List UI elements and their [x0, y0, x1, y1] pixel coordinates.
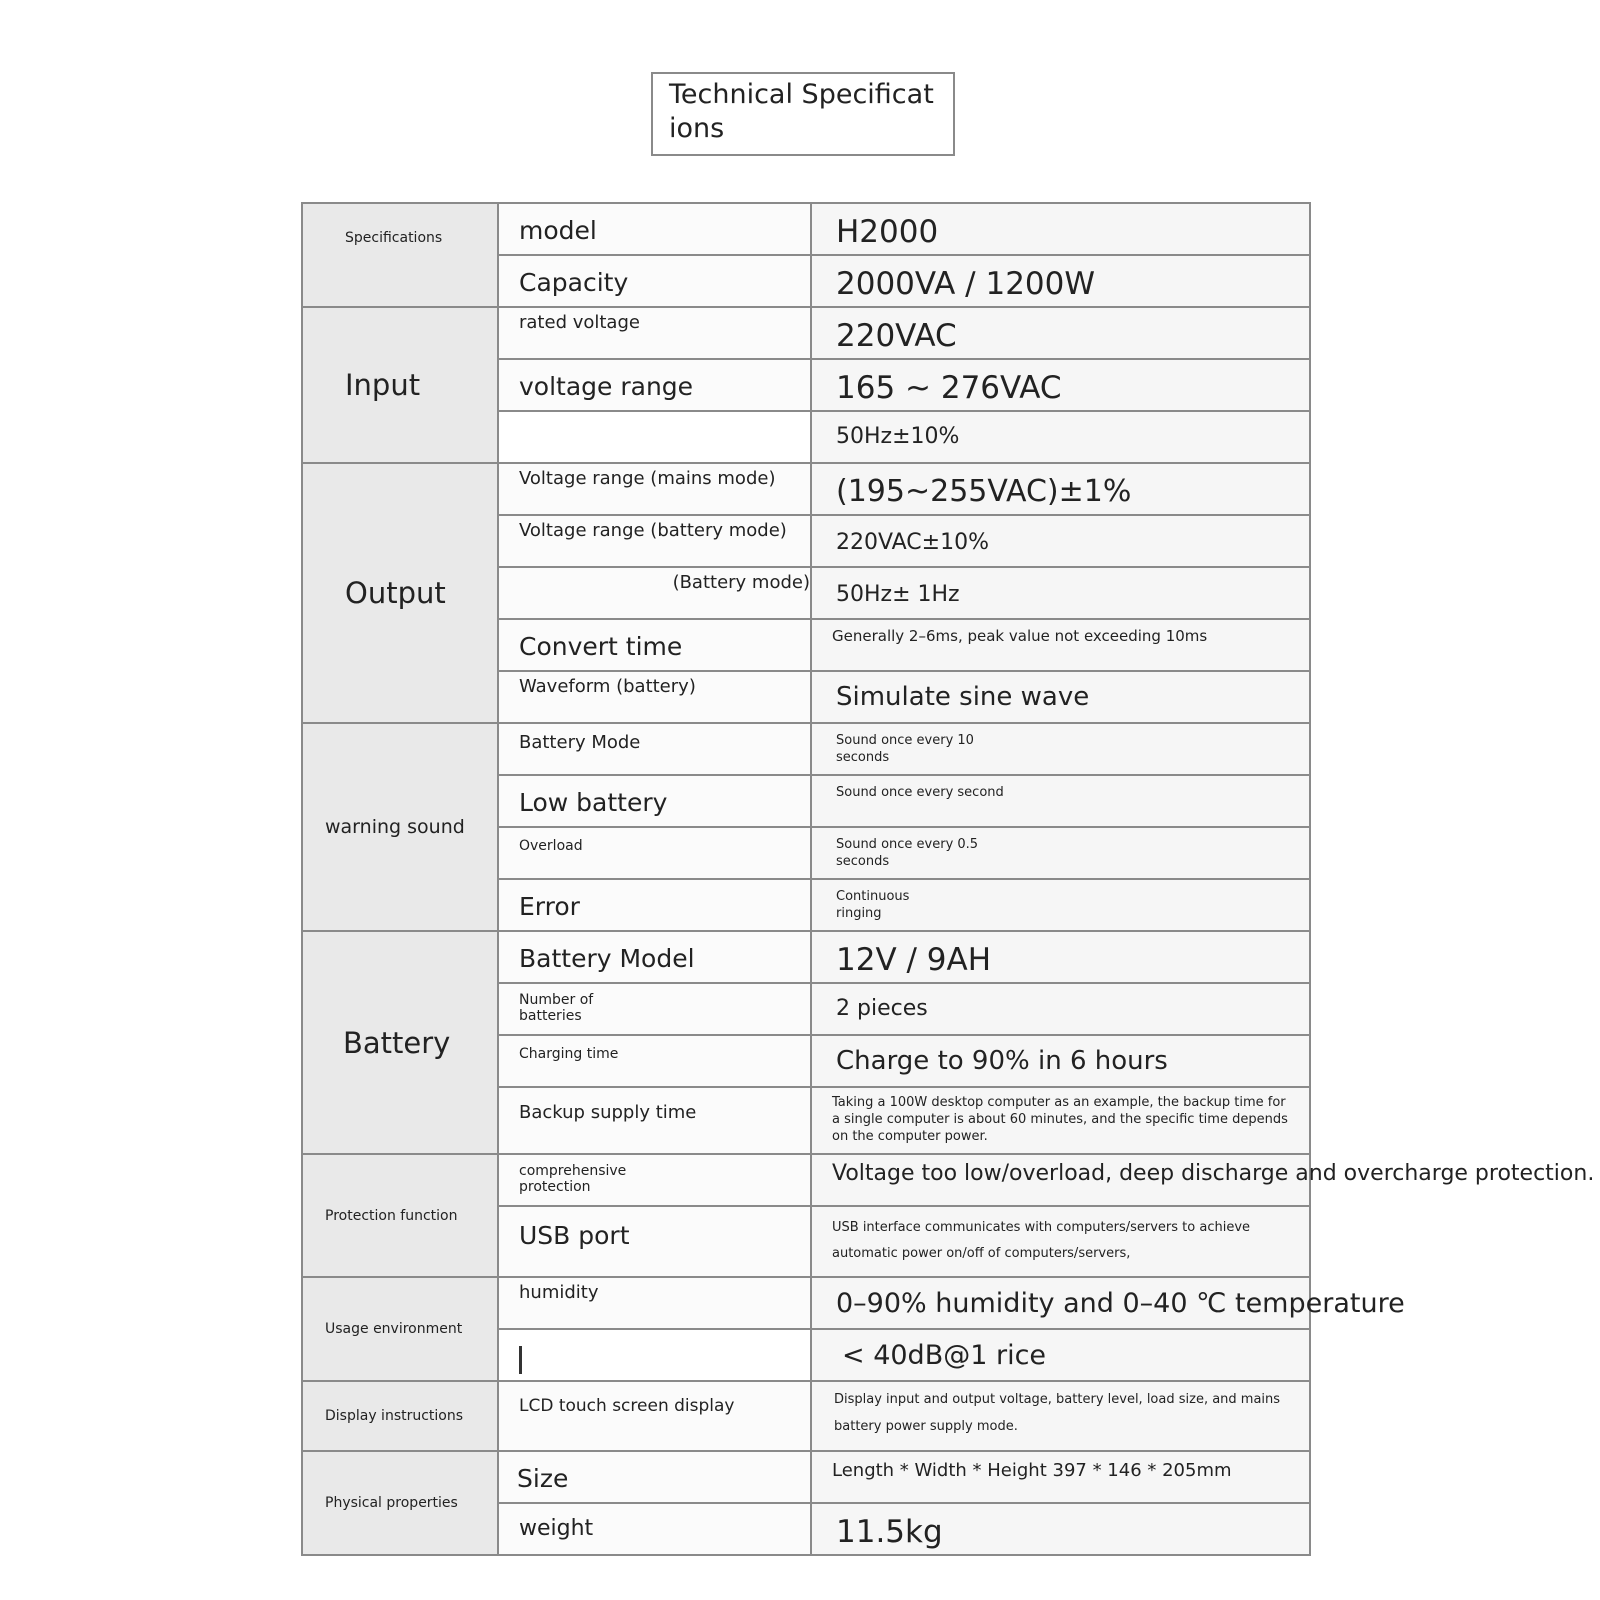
param-humidity: humidity: [498, 1277, 811, 1329]
param-output-battery: Voltage range (battery mode): [498, 515, 811, 567]
param-low-battery: Low battery: [498, 775, 811, 827]
param-error: Error: [498, 879, 811, 931]
param-input-frequency: [498, 411, 811, 463]
param-battery-model: Battery Model: [498, 931, 811, 983]
category-display-instructions: Display instructions: [302, 1381, 498, 1451]
param-battery-mode: Battery Mode: [498, 723, 811, 775]
param-size: Size: [498, 1451, 811, 1503]
table-row: [302, 1154, 1310, 1206]
table-row: [302, 307, 1310, 359]
value-usb-port: USB interface communicates with computers/servers to achieve automatic power on/off of computers/servers,: [811, 1206, 1310, 1277]
param-output-frequency: (Battery mode): [498, 567, 811, 619]
value-humidity: 0–90% humidity and 0–40 ℃ temperature: [811, 1277, 1310, 1329]
param-charging-time: Charging time: [498, 1035, 811, 1087]
value-backup-supply-time: Taking a 100W desktop computer as an example, the backup time for a single computer is about 60 minutes, and the specific time depends on the computer power.: [811, 1087, 1310, 1154]
param-overload: Overload: [498, 827, 811, 879]
table-row: [302, 1451, 1310, 1503]
value-charging-time: Charge to 90% in 6 hours: [811, 1035, 1310, 1087]
table-row: [302, 931, 1310, 983]
category-battery: Battery: [302, 931, 498, 1154]
value-convert-time: Generally 2–6ms, peak value not exceeding 10ms: [811, 619, 1310, 671]
value-output-frequency: 50Hz± 1Hz: [811, 567, 1310, 619]
value-size: Length * Width * Height 397 * 146 * 205mm: [811, 1451, 1310, 1503]
value-error: Continuous ringing: [811, 879, 1310, 931]
value-waveform: Simulate sine wave: [811, 671, 1310, 723]
category-warning-sound: warning sound: [302, 723, 498, 931]
text-cursor-mark: [519, 1346, 522, 1374]
page-title-line-1: Technical Specificat: [669, 79, 934, 110]
category-specifications: Specifications: [302, 203, 498, 307]
param-noise: [498, 1329, 811, 1381]
category-output: Output: [302, 463, 498, 723]
param-weight: weight: [498, 1503, 811, 1555]
value-number-of-batteries: 2 pieces: [811, 983, 1310, 1035]
value-noise: < 40dB@1 rice: [811, 1329, 1310, 1381]
value-output-battery: 220VAC±10%: [811, 515, 1310, 567]
category-physical-properties: Physical properties: [302, 1451, 498, 1555]
value-rated-voltage: 220VAC: [811, 307, 1310, 359]
page-title-line-2: ions: [669, 113, 725, 144]
param-lcd-display: LCD touch screen display: [498, 1381, 811, 1451]
value-weight: 11.5kg: [811, 1503, 1310, 1555]
param-waveform: Waveform (battery): [498, 671, 811, 723]
param-voltage-range: voltage range: [498, 359, 811, 411]
param-backup-supply-time: Backup supply time: [498, 1087, 811, 1154]
param-number-of-batteries: Number of batteries: [498, 983, 811, 1035]
value-overload: Sound once every 0.5 seconds: [811, 827, 1310, 879]
table-row: [302, 463, 1310, 515]
table-row: [302, 723, 1310, 775]
param-rated-voltage: rated voltage: [498, 307, 811, 359]
category-protection-function: Protection function: [302, 1154, 498, 1277]
param-convert-time: Convert time: [498, 619, 811, 671]
table-row: [302, 1277, 1310, 1329]
param-output-mains: Voltage range (mains mode): [498, 463, 811, 515]
value-battery-model: 12V / 9AH: [811, 931, 1310, 983]
table-row: [302, 1381, 1310, 1451]
value-comprehensive-protection: Voltage too low/overload, deep discharge and overcharge protection.: [811, 1154, 1310, 1206]
value-model: H2000: [811, 203, 1310, 255]
param-capacity: Capacity: [498, 255, 811, 307]
param-model: model: [498, 203, 811, 255]
value-lcd-display: Display input and output voltage, battery level, load size, and mains battery power supply mode.: [811, 1381, 1310, 1451]
page-title: [651, 72, 955, 156]
spec-table: [301, 202, 1595, 1556]
category-usage-environment: Usage environment: [302, 1277, 498, 1381]
category-input: Input: [302, 307, 498, 463]
value-low-battery: Sound once every second: [811, 775, 1310, 827]
value-output-mains: (195~255VAC)±1%: [811, 463, 1310, 515]
param-usb-port: USB port: [498, 1206, 811, 1277]
value-input-frequency: 50Hz±10%: [811, 411, 1310, 463]
param-comprehensive-protection: comprehensive protection: [498, 1154, 811, 1206]
value-battery-mode: Sound once every 10 seconds: [811, 723, 1310, 775]
value-capacity: 2000VA / 1200W: [811, 255, 1310, 307]
value-voltage-range: 165 ~ 276VAC: [811, 359, 1310, 411]
table-row: [302, 203, 1310, 255]
